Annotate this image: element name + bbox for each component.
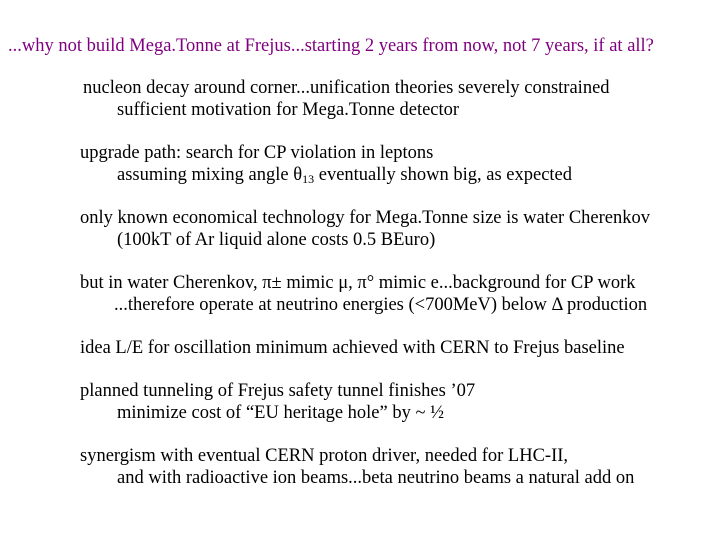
- point-synergism: [80, 445, 634, 489]
- point-subline: and with radioactive ion beams...beta neutrino beams a natural add on: [117, 468, 635, 488]
- point-line: synergism with eventual CERN proton driver, needed for LHC-II,: [80, 446, 569, 466]
- point-tunneling: [80, 380, 475, 424]
- point-oscillation-baseline: [80, 337, 625, 359]
- theta-subscript: 13: [302, 172, 315, 186]
- slide-title: ...why not build Mega.Tonne at Frejus...starting 2 years from now, not 7 years, if at all?: [8, 36, 654, 56]
- point-subline: minimize cost of “EU heritage hole” by ~ ½: [117, 403, 444, 423]
- point-line: planned tunneling of Frejus safety tunnel finishes ’07: [80, 381, 476, 401]
- point-water-cherenkov: [80, 207, 650, 251]
- point-line: only known economical technology for Mega.Tonne size is water Cherenkov: [80, 208, 650, 228]
- point-line: nucleon decay around corner...unification theories severely constrained: [83, 78, 610, 98]
- point-line: idea L/E for oscillation minimum achieved with CERN to Frejus baseline: [80, 338, 625, 358]
- point-line: but in water Cherenkov, π± mimic μ, π° mimic e...background for CP work: [80, 273, 636, 293]
- point-subline: [80, 164, 572, 186]
- point-subline: (100kT of Ar liquid alone costs 0.5 BEuro): [117, 230, 436, 250]
- subline-suffix: eventually shown big, as expected: [314, 165, 573, 185]
- point-nucleon-decay: [83, 77, 610, 121]
- point-subline: ...therefore operate at neutrino energies (<700MeV) below Δ production: [114, 295, 648, 315]
- point-upgrade-path: [80, 142, 572, 186]
- point-subline: sufficient motivation for Mega.Tonne detector: [117, 100, 460, 120]
- point-line: upgrade path: search for CP violation in leptons: [80, 143, 434, 163]
- subline-prefix: assuming mixing angle θ: [117, 165, 303, 185]
- point-background: [80, 272, 647, 316]
